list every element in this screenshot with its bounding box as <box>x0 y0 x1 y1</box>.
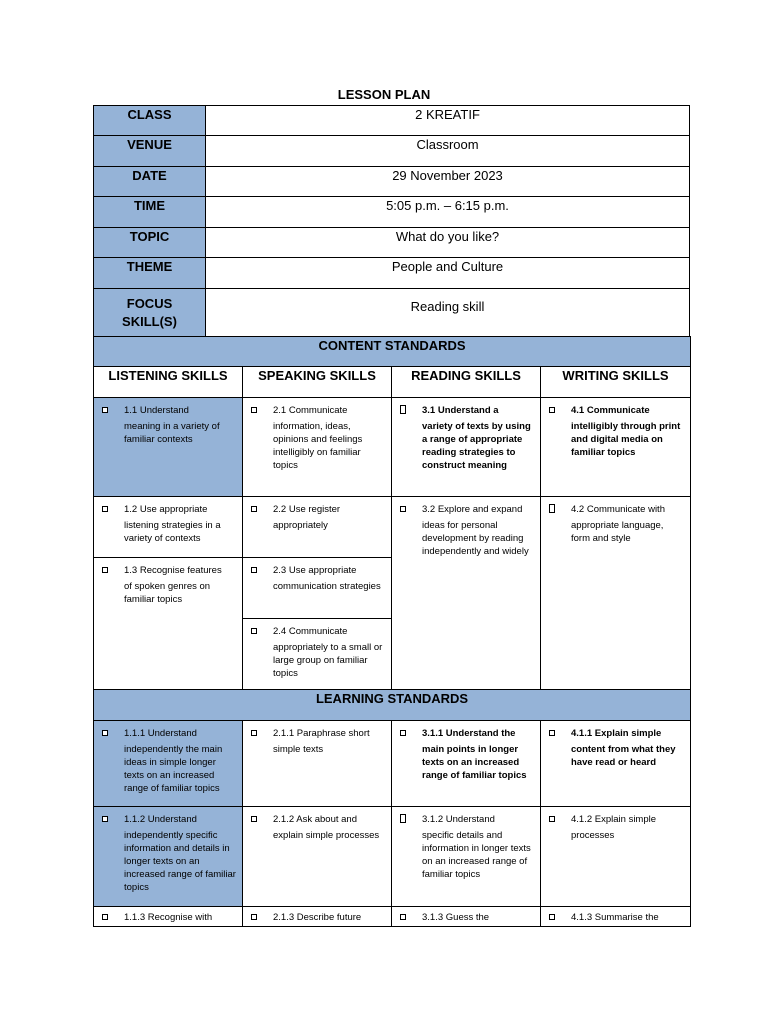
standard-text-rest: ideas for personal development by reading independently and widely <box>422 520 529 557</box>
learning-standard-2-1-2-cell <box>243 807 392 907</box>
learning-standards-row-2 <box>94 807 691 907</box>
bullet-icon <box>102 506 108 512</box>
content-standards-speaking-lower-cell <box>243 497 392 690</box>
standard-text-first: 2.3 Use appropriate <box>273 565 357 576</box>
bullet-icon <box>549 730 555 736</box>
learning-standard-4-1-3-cell <box>541 907 691 927</box>
bullet-icon <box>251 407 257 413</box>
bullet-icon <box>251 506 257 512</box>
content-standard-4-2 <box>541 497 690 545</box>
content-standard-2-3-block <box>243 557 391 618</box>
content-standard-4-2-cell <box>541 497 691 690</box>
standard-text-rest: content from what they have read or heard <box>571 744 676 768</box>
bullet-icon <box>102 407 108 413</box>
content-standard-1-2 <box>94 497 242 545</box>
bullet-icon <box>549 914 555 920</box>
date-label: DATE <box>94 167 206 197</box>
bullet-icon <box>400 730 406 736</box>
content-standard-3-2-cell <box>392 497 541 690</box>
learning-standard-4-1-2-cell <box>541 807 691 907</box>
bullet-icon <box>251 628 257 634</box>
content-standard-2-1-cell <box>243 398 392 497</box>
bullet-icon <box>251 816 257 822</box>
learning-standard-3-1-2 <box>392 807 540 881</box>
content-standard-2-1 <box>243 398 391 472</box>
content-standard-4-1-cell <box>541 398 691 497</box>
standard-text-first: 2.2 Use register <box>273 504 341 515</box>
standard-text-first: 4.1.2 Explain simple <box>571 814 657 825</box>
learning-standard-3-1-1-cell <box>392 721 541 807</box>
content-standards-heading-row <box>94 337 691 367</box>
standard-text-first: 1.1.2 Understand <box>124 814 197 825</box>
info-row-focus-skills <box>94 289 690 337</box>
standard-text-rest: listening strategies in a variety of contexts <box>124 520 221 544</box>
learning-standards-row-3 <box>94 907 691 927</box>
content-standard-3-1 <box>392 398 540 472</box>
standard-text-rest: simple texts <box>273 744 324 755</box>
info-row-venue <box>94 136 690 167</box>
content-standard-3-1-cell <box>392 398 541 497</box>
standard-text-rest: specific details and information in longer texts on an increased range of familiar topics <box>422 830 531 880</box>
content-standard-4-1 <box>541 398 690 459</box>
info-row-time <box>94 197 690 228</box>
standard-text-first: 4.1 Communicate <box>571 405 650 416</box>
content-standard-1-1-cell <box>94 398 243 497</box>
venue-value: Classroom <box>206 136 690 167</box>
standard-text-first: 2.1.2 Ask about and <box>273 814 357 825</box>
content-standard-1-3 <box>94 558 242 606</box>
content-standard-1-1 <box>94 398 242 446</box>
bullet-icon <box>549 816 555 822</box>
standard-text-rest: appropriately <box>273 520 328 531</box>
bullet-icon <box>102 567 108 573</box>
theme-label: THEME <box>94 258 206 289</box>
learning-standard-3-1-3 <box>392 907 540 924</box>
topic-value: What do you like? <box>206 228 690 258</box>
learning-standards-row-1 <box>94 721 691 807</box>
lesson-info-table <box>93 105 690 337</box>
learning-standard-1-1-2-cell <box>94 807 243 907</box>
date-value: 29 November 2023 <box>206 167 690 197</box>
standard-text-first: 1.1 Understand <box>124 405 189 416</box>
reading-skills-header: READING SKILLS <box>392 367 541 398</box>
standard-text-first: 1.1.1 Understand <box>124 728 197 739</box>
standard-text-first: 4.1.3 Summarise the <box>571 912 659 923</box>
standard-text-first: 3.1.1 Understand the <box>422 728 516 739</box>
bullet-icon <box>549 504 555 513</box>
standard-text-first: 4.1.1 Explain simple <box>571 728 662 739</box>
speaking-skills-header: SPEAKING SKILLS <box>243 367 392 398</box>
bullet-icon <box>549 407 555 413</box>
info-row-date <box>94 167 690 197</box>
standard-text-first: 2.4 Communicate <box>273 626 348 637</box>
standard-text-rest: communication strategies <box>273 581 381 592</box>
learning-standard-2-1-3 <box>243 907 391 924</box>
standard-text-rest: of spoken genres on familiar topics <box>124 581 211 605</box>
learning-standards-heading-row <box>94 690 691 721</box>
info-row-class <box>94 106 690 136</box>
content-standard-2-2-block <box>243 497 391 557</box>
bullet-icon <box>251 914 257 920</box>
standard-text-first: 1.1.3 Recognise with <box>124 912 213 923</box>
bullet-icon <box>251 567 257 573</box>
standard-text-rest: information, ideas, opinions and feelings intelligibly on familiar topics <box>273 421 363 471</box>
venue-label: VENUE <box>94 136 206 167</box>
standard-text-first: 1.2 Use appropriate <box>124 504 208 515</box>
standard-text-first: 1.3 Recognise features <box>124 565 222 576</box>
learning-standard-2-1-1-cell <box>243 721 392 807</box>
theme-value: People and Culture <box>206 258 690 289</box>
learning-standard-4-1-3 <box>541 907 690 924</box>
bullet-icon <box>102 730 108 736</box>
class-value: 2 KREATIF <box>206 106 690 136</box>
writing-skills-header: WRITING SKILLS <box>541 367 691 398</box>
learning-standard-1-1-3-cell <box>94 907 243 927</box>
content-standard-2-4 <box>243 619 391 680</box>
standard-text-first: 3.1 Understand a <box>422 405 499 416</box>
content-standard-3-2 <box>392 497 540 558</box>
standard-text-rest: independently the main ideas in simple longer texts on an increased range of familiar topics <box>124 744 223 794</box>
bullet-icon <box>400 914 406 920</box>
learning-standard-1-1-3 <box>94 907 242 924</box>
standard-text-first: 4.2 Communicate with <box>571 504 665 515</box>
content-standards-heading: CONTENT STANDARDS <box>94 337 691 367</box>
standard-text-rest: independently specific information and details in longer texts on an increased range of familiar topics <box>124 830 236 893</box>
document-title: LESSON PLAN <box>337 87 431 102</box>
standard-text-rest: explain simple processes <box>273 830 380 841</box>
standard-text-rest: appropriately to a small or large group on familiar topics <box>273 642 383 679</box>
content-standard-1-3-block <box>94 557 242 606</box>
standard-text-rest: intelligibly through print and digital media on familiar topics <box>571 421 681 458</box>
time-label: TIME <box>94 197 206 228</box>
info-row-topic <box>94 228 690 258</box>
focus-skills-label-line-2: SKILL(S) <box>122 313 177 329</box>
content-standard-2-4-block <box>243 618 391 680</box>
standard-text-first: 2.1.3 Describe future <box>273 912 362 923</box>
bullet-icon <box>102 816 108 822</box>
info-row-theme <box>94 258 690 289</box>
standard-text-rest: processes <box>571 830 615 841</box>
standard-text-rest: appropriate language, form and style <box>571 520 664 544</box>
standards-table <box>93 336 691 927</box>
standard-text-first: 3.1.3 Guess the <box>422 912 490 923</box>
content-standard-2-2 <box>243 497 391 532</box>
learning-standard-1-1-1-cell <box>94 721 243 807</box>
learning-standard-2-1-2 <box>243 807 391 842</box>
learning-standard-3-1-2-cell <box>392 807 541 907</box>
content-standard-1-2-block <box>94 497 242 557</box>
learning-standard-2-1-1 <box>243 721 391 756</box>
focus-skills-value: Reading skill <box>206 289 690 337</box>
bullet-icon <box>400 405 406 414</box>
bullet-icon <box>400 814 406 823</box>
learning-standard-2-1-3-cell <box>243 907 392 927</box>
learning-standard-3-1-3-cell <box>392 907 541 927</box>
learning-standard-4-1-1 <box>541 721 690 769</box>
standard-text-rest: variety of texts by using a range of appropriate reading strategies to construct meaning <box>422 421 531 471</box>
standard-text-rest: main points in longer texts on an increased range of familiar topics <box>422 744 527 781</box>
standard-text-rest: meaning in a variety of familiar contexts <box>124 421 220 445</box>
standard-text-first: 3.2 Explore and expand <box>422 504 523 515</box>
learning-standards-heading: LEARNING STANDARDS <box>94 690 691 721</box>
standard-text-first: 3.1.2 Understand <box>422 814 495 825</box>
listening-skills-header: LISTENING SKILLS <box>94 367 243 398</box>
bullet-icon <box>251 730 257 736</box>
standard-text-first: 2.1.1 Paraphrase short <box>273 728 370 739</box>
skill-columns-header-row <box>94 367 691 398</box>
class-label: CLASS <box>94 106 206 136</box>
learning-standard-1-1-2 <box>94 807 242 894</box>
standard-text-first: 2.1 Communicate <box>273 405 348 416</box>
content-standards-row-1 <box>94 398 691 497</box>
time-value: 5:05 p.m. – 6:15 p.m. <box>206 197 690 228</box>
learning-standard-4-1-2 <box>541 807 690 842</box>
content-standards-listening-lower-cell <box>94 497 243 690</box>
content-standard-2-3 <box>243 558 391 593</box>
bullet-icon <box>400 506 406 512</box>
learning-standard-1-1-1 <box>94 721 242 795</box>
topic-label: TOPIC <box>94 228 206 258</box>
bullet-icon <box>102 914 108 920</box>
focus-skills-label-line-1: FOCUS <box>126 295 173 311</box>
content-standards-row-2 <box>94 497 691 690</box>
focus-skills-label <box>94 289 206 337</box>
learning-standard-4-1-1-cell <box>541 721 691 807</box>
learning-standard-3-1-1 <box>392 721 540 782</box>
